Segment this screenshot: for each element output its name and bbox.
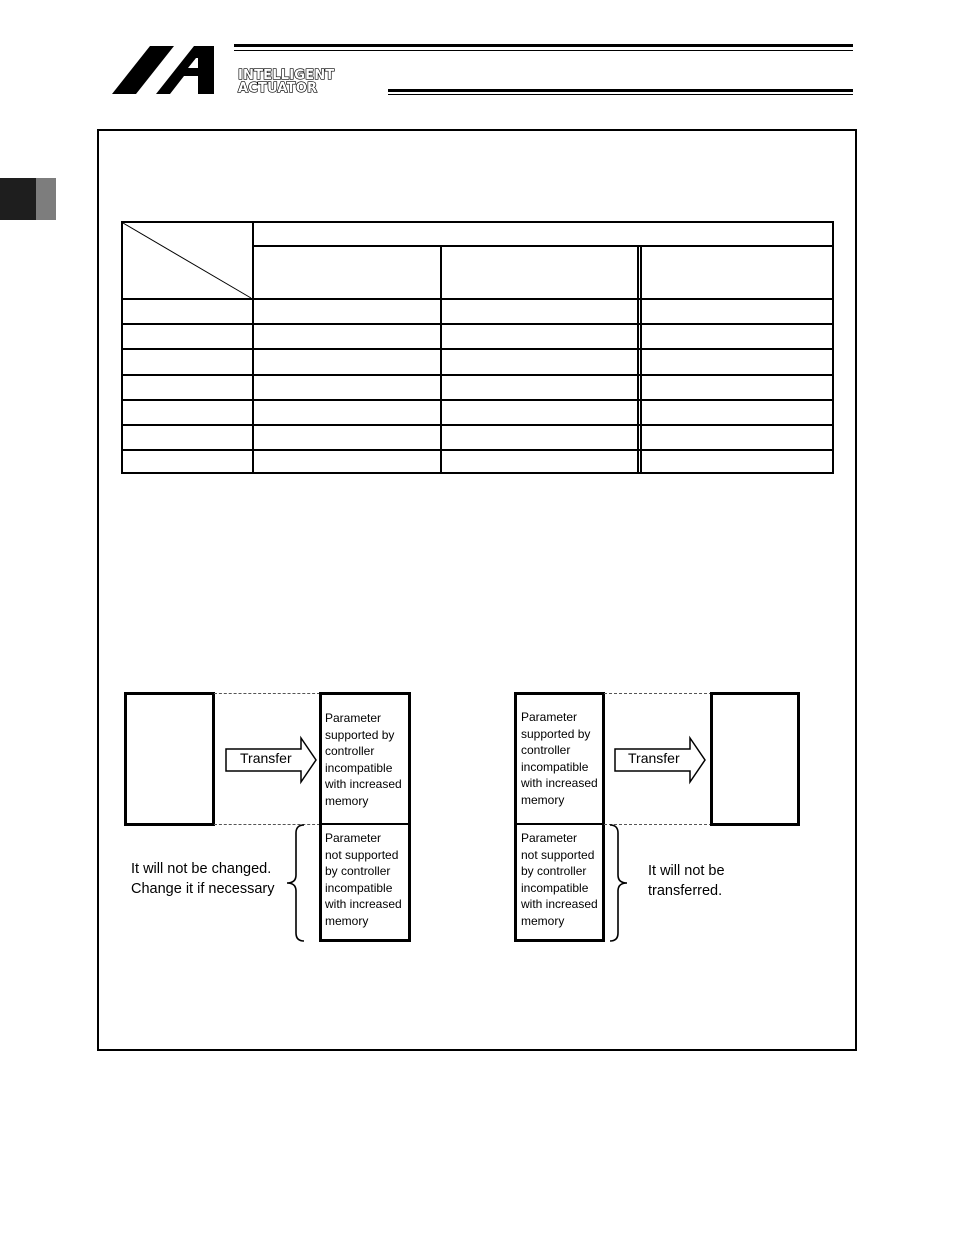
table-col-divider-2 [440,245,442,474]
left-target-divider [319,823,411,825]
left-brace-icon [284,823,306,943]
brand-line-intelligent: INTELLIGENT [238,68,335,83]
header-rule-bottom-thick [388,89,853,92]
table-col-divider-3a [637,245,639,474]
header-rule-top-thin [234,50,853,51]
right-dashed-guide-top [604,693,712,694]
table-col-divider-3b [640,245,642,474]
header-rule-bottom-thin [388,94,853,95]
brand-line-actuator: ACTUATOR [238,81,318,96]
left-transfer-label: Transfer [240,750,292,766]
left-not-supported-text: Parameter not supported by controller incompatible with increased memory [325,831,402,928]
header-rule-top-thick [234,44,853,47]
chapter-tab [0,178,36,220]
left-supported-text: Parameter supported by controller incompatible with increased memory [325,711,402,808]
right-transfer-label: Transfer [628,750,680,766]
table-row-rule [121,323,834,325]
table-row-rule [121,374,834,376]
table-border-bottom [121,472,834,474]
brand-name [238,69,334,95]
compatibility-table [121,221,834,474]
table-row-rule [121,449,834,451]
company-logo-icon [110,44,232,96]
table-row-rule [121,348,834,350]
table-corner-diagonal [121,221,253,299]
table-row-rule [121,399,834,401]
right-note: It will not be transferred. [648,863,725,899]
right-brace-icon [608,823,630,943]
right-target-box [710,692,800,826]
table-header-subrule [254,245,834,247]
left-source-box [124,692,215,826]
right-supported-text: Parameter supported by controller incompatible with increased memory [521,710,598,807]
table-row-rule [121,424,834,426]
chapter-tab-shade [36,178,56,220]
right-not-supported-text: Parameter not supported by controller incompatible with increased memory [521,831,598,928]
right-source-divider [514,823,605,825]
left-note: It will not be changed. Change it if necessary [131,861,275,897]
left-dashed-guide-top [214,693,320,694]
